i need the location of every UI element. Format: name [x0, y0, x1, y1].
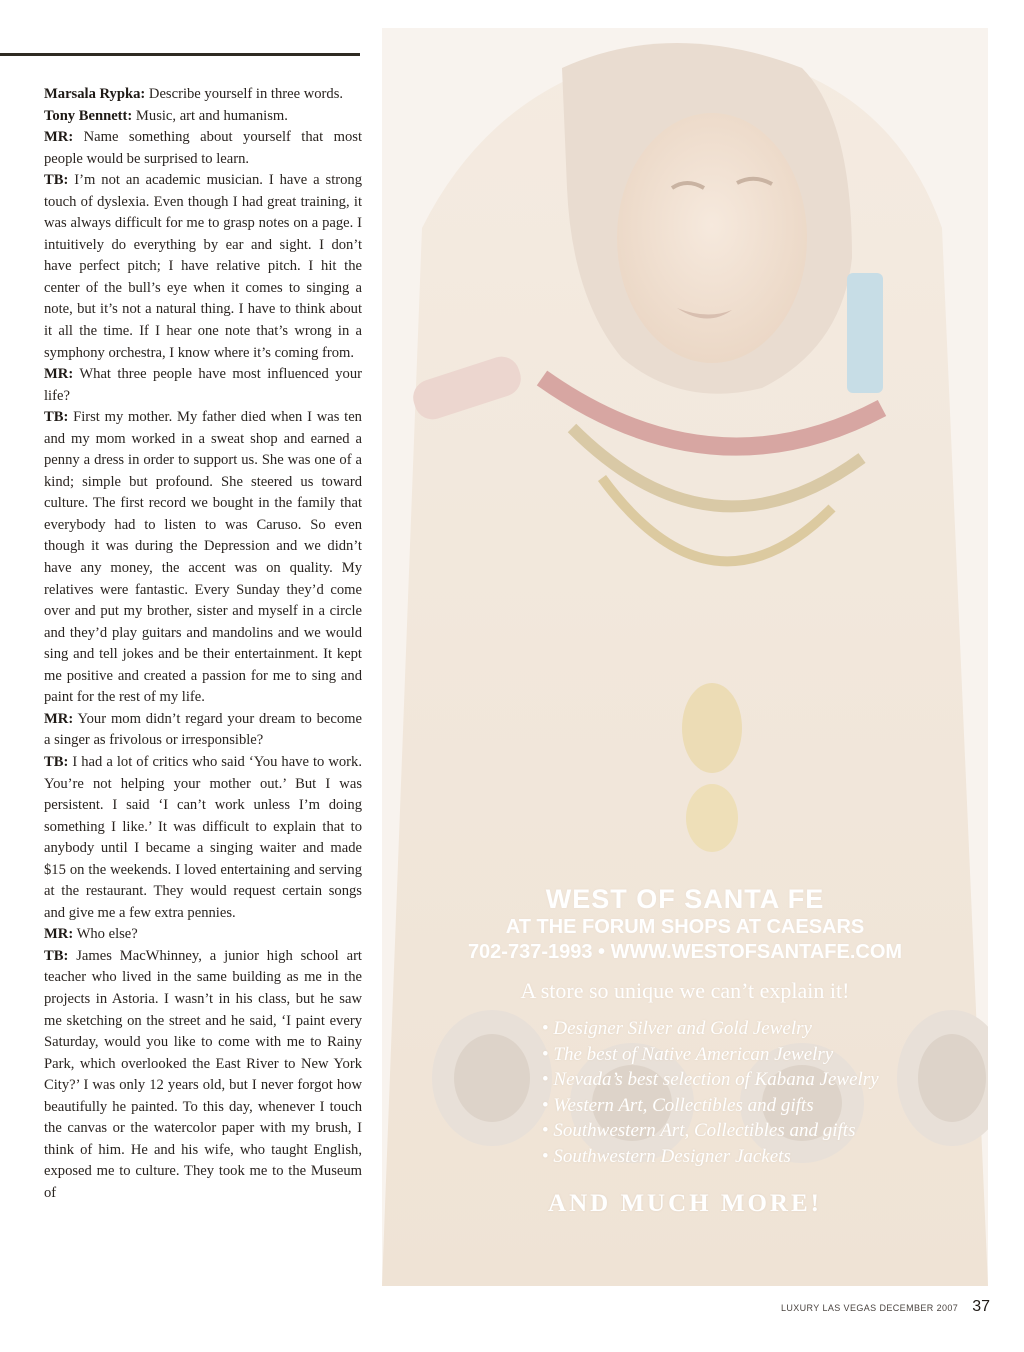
speaker-label: TB: [44, 753, 69, 770]
speaker-label: MR: [44, 129, 74, 146]
paragraph-text: James MacWhinney, a junior high school art teacher who lived in the same building as me in the projects in Astoria. I wasn’t in his class, but he saw me sketching on the street and he said, ‘I paint every Saturday, would you like to come with me to Rainy Park, which overlooked the East River to New York City?’ I was only 12 years old, but I never forgot how beautifully he painted. To this day, whenever I touch the canvas or the watercolor paper with my brush, I think of him. He and his wife, who taught English, exposed me to culture. They took me to the Museum of [44, 947, 362, 1201]
earring-shape [847, 273, 883, 393]
speaker-label: MR: [44, 366, 74, 383]
qa-paragraph [44, 364, 362, 407]
speaker-label: TB: [44, 409, 69, 426]
ad-list-item: • Southwestern Designer Jackets [542, 1144, 879, 1170]
paragraph-text: Name something about yourself that most people would be surprised to learn. [44, 129, 363, 167]
face-shape [617, 113, 807, 363]
paragraph-text: I had a lot of critics who said ‘You have to work. You’re not helping your mother out.’ But I was persistent. I said ‘I can’t work unless I’m doing something I like.’ It was difficult to explain that to anybody until I became a singing waiter and made $15 on the weekends. I loved entertaining and serving at the restaurant. They would request certain songs and give me a few extra pennies. [44, 753, 362, 921]
paragraph-text: I’m not an academic musician. I have a strong touch of dyslexia. Even though I had great training, it was always difficult for me to grasp notes on a page. I intuitively do everything by ear and sight. I don’t have perfect pitch; I have relative pitch. I hit the center of the bull’s eye when it comes to singing a note, but it’s not a natural thing. I have to think about it all the time. If I hear one note that’s wrong in a symphony orchestra, I know where it’s coming from. [44, 172, 362, 361]
publication-line: LUXURY LAS VEGAS DECEMBER 2007 [780, 1303, 959, 1313]
ad-closing: AND MUCH MORE! [548, 1190, 822, 1217]
qa-paragraph [44, 924, 362, 946]
paragraph-text: Music, art and humanism. [135, 107, 288, 124]
interview-article [44, 84, 362, 1204]
speaker-label: Marsala Rypka: [44, 86, 146, 102]
ad-item-list [542, 1016, 879, 1169]
qa-paragraph [44, 170, 362, 364]
paragraph-text: Who else? [76, 926, 138, 943]
ad-list-item: • Nevada’s best selection of Kabana Jewelry [542, 1067, 879, 1093]
speaker-label: MR: [44, 926, 74, 943]
page-number: 37 [972, 1298, 990, 1315]
store-advertisement [382, 28, 988, 1286]
speaker-label: TB: [44, 947, 69, 964]
qa-paragraph [44, 709, 362, 752]
pendant-shape [682, 683, 742, 773]
speaker-label: TB: [44, 172, 69, 189]
page-footer [781, 1298, 990, 1316]
qa-paragraph [44, 407, 362, 709]
qa-paragraph [44, 127, 362, 170]
ad-list-item: • Western Art, Collectibles and gifts [542, 1093, 879, 1119]
header-rule [0, 53, 360, 56]
paragraph-text: Describe yourself in three words. [148, 86, 344, 102]
ad-store-name: WEST OF SANTA FE [545, 884, 825, 914]
ad-list-item: • Designer Silver and Gold Jewelry [542, 1016, 879, 1042]
ad-location: AT THE FORUM SHOPS AT CAESARS [505, 916, 865, 938]
ad-contact: 702-737-1993 • WWW.WESTOFSANTAFE.COM [467, 941, 903, 963]
ad-list-item: • The best of Native American Jewelry [542, 1042, 879, 1068]
ad-list-item: • Southwestern Art, Collectibles and gifts [542, 1118, 879, 1144]
paragraph-text: First my mother. My father died when I was ten and my mom worked in a sweat shop and earned a penny a dress in order to support us. She was one of a kind; simple but profound. She steered us toward culture. The first record we bought in the family that everybody had to listen to was Caruso. So even though it was during the Depression and we didn’t have any money, the accent was on quality. My relatives were fantastic. Every Sunday they’d come over and put my brother, sister and myself in a circle and they’d play guitars and mandolins and we would sing and tell jokes and be their entertainment. It kept me positive and created a passion for me to sing and paint for the rest of my life. [44, 409, 362, 706]
qa-paragraph [44, 84, 362, 106]
speaker-label: MR: [44, 710, 74, 727]
paragraph-text: What three people have most influenced your life? [44, 366, 362, 404]
paragraph-text: Your mom didn’t regard your dream to become a singer as frivolous or irresponsible? [44, 710, 362, 749]
speaker-label: Tony Bennett: [44, 107, 133, 124]
qa-paragraph [44, 946, 362, 1205]
ad-tagline: A store so unique we can’t explain it! [520, 978, 850, 1003]
qa-paragraph [44, 752, 362, 924]
qa-paragraph [44, 106, 362, 128]
